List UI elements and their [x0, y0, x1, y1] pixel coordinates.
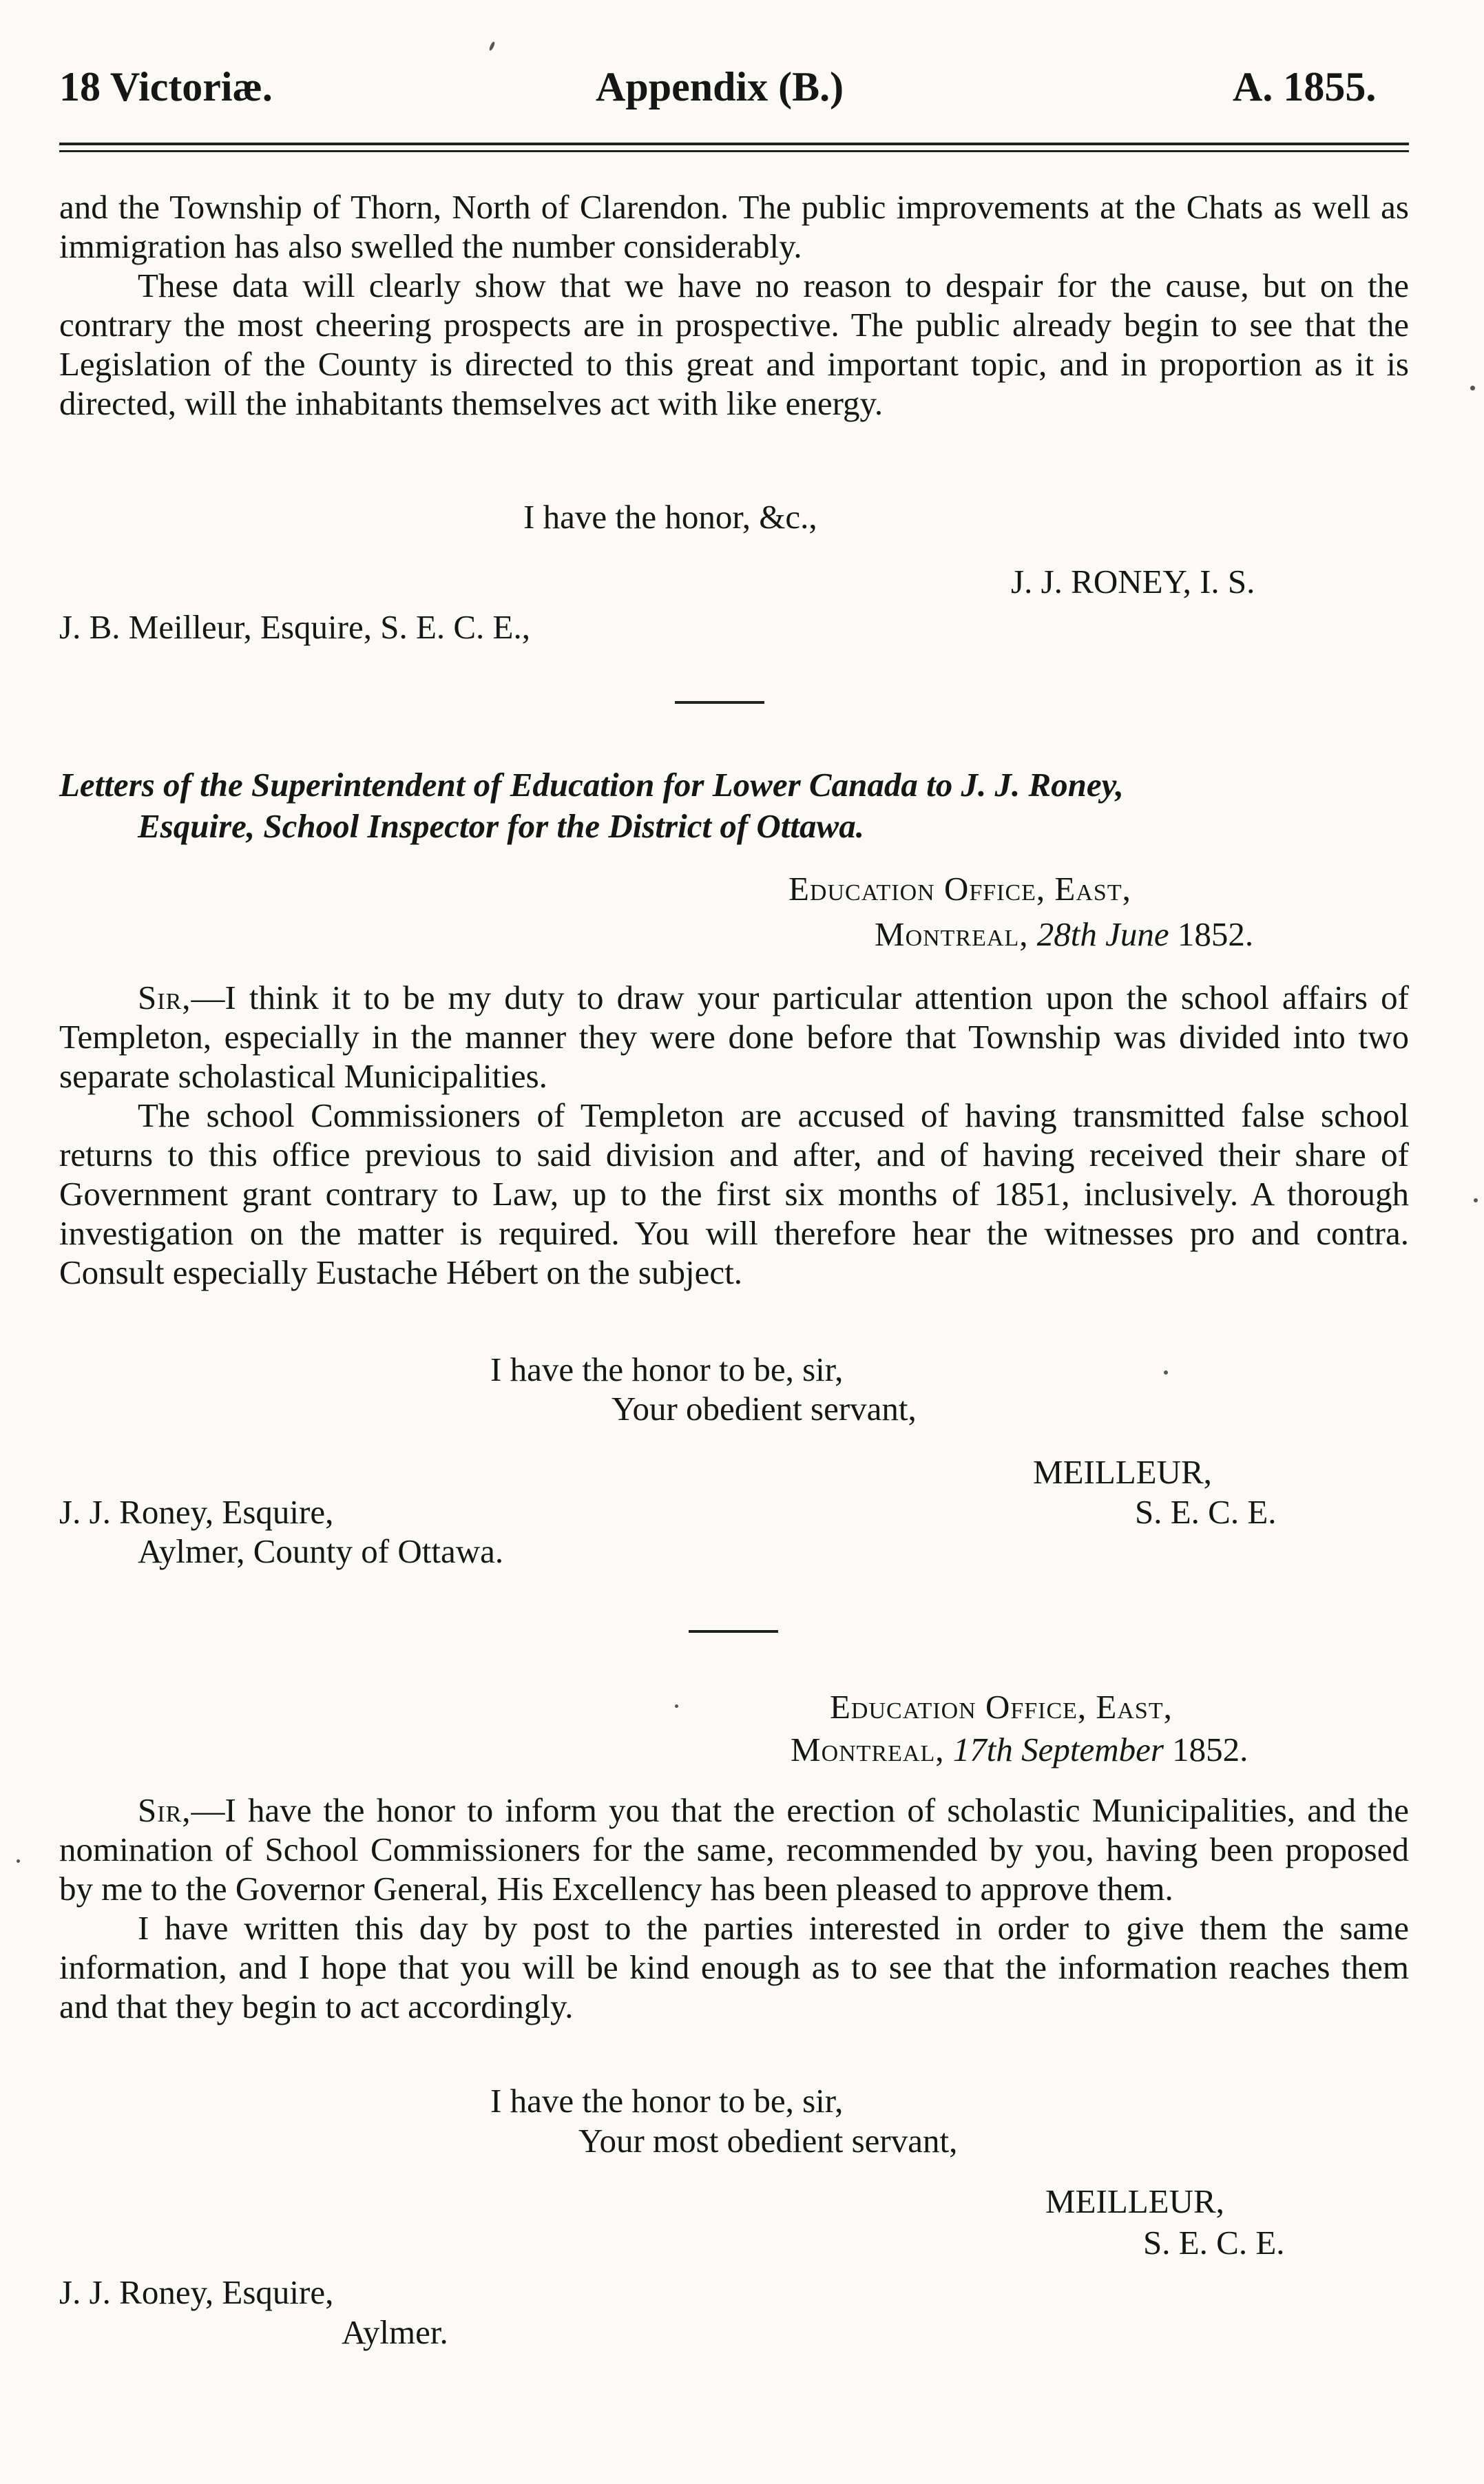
- addressee: J. B. Meilleur, Esquire, S. E. C. E.,: [59, 608, 530, 646]
- letter-date: 17th September: [952, 1731, 1164, 1768]
- header-appendix: Appendix (B.): [596, 64, 844, 109]
- addressee: J. J. Roney, Esquire,: [59, 2273, 334, 2311]
- print-speck: [1470, 386, 1475, 390]
- paragraph: [59, 1791, 1409, 1908]
- letter-office: Education Office, East,: [830, 1688, 1173, 1726]
- section-title-line: Letters of the Superintendent of Education for Lower Canada to J. J. Roney,: [59, 766, 1124, 804]
- letter-place: Montreal,: [791, 1731, 945, 1768]
- closing-phrase: I have the honor to be, sir,: [490, 1350, 844, 1388]
- letter-place: Montreal,: [875, 915, 1029, 953]
- paragraph: and the Township of Thorn, North of Clarendon. The public improvements at the Chats as well as immigration has also swelled the number considerably.: [59, 188, 1409, 265]
- letter-dateline: [791, 1730, 1248, 1769]
- signature-title: S. E. C. E.: [1135, 1493, 1277, 1531]
- letter-date: 28th June: [1036, 915, 1169, 953]
- signature: MEILLEUR,: [1045, 2182, 1224, 2220]
- section-divider: [675, 701, 764, 704]
- addressee-location: Aylmer.: [342, 2313, 448, 2351]
- signature: MEILLEUR,: [1033, 1453, 1212, 1491]
- report-continuation: [59, 187, 1409, 423]
- closing-phrase: I have the honor, &c.,: [523, 498, 817, 536]
- letter-body: [59, 978, 1409, 1292]
- closing-phrase: I have the honor to be, sir,: [490, 2082, 844, 2120]
- header-session: 18 Victoriæ.: [59, 64, 273, 109]
- paragraph: The school Commissioners of Templeton are accused of having transmitted false school returns to this office previous to said division and after, and of having received their share of Government grant contrary to Law, up to the first six months of 1851, inclusively. A thorough investigation on the matter is required. You will therefore hear the witnesses pro and contra. Consult especially Eustache Hébert on the subject.: [59, 1096, 1409, 1291]
- signature-title: S. E. C. E.: [1143, 2224, 1285, 2262]
- print-speck: [17, 1859, 20, 1863]
- paragraph-text: —I have the honor to inform you that the erection of scholastic Municipalities, and the nomination of School Commissioners for the same, recommended by you, having been proposed by me to the Governor General, His Excellency has been pleased to approve them.: [59, 1791, 1409, 1908]
- closing-phrase: Your most obedient servant,: [578, 2122, 958, 2160]
- paragraph: [59, 978, 1409, 1096]
- paragraph-text: —I think it to be my duty to draw your particular attention upon the school affairs of Templeton, especially in the manner they were done before that Township was divided into two separate scholastical Municipalities.: [59, 979, 1409, 1095]
- header-year: A. 1855.: [1233, 64, 1377, 109]
- letter-year: 1852.: [1177, 915, 1254, 953]
- salutation: Sir,: [138, 1791, 191, 1829]
- print-speck: [488, 41, 495, 52]
- paragraph: I have written this day by post to the parties interested in order to give them the same information, and I hope that you will be kind enough as to see that the information reaches them and that they begin to act accordingly.: [59, 1909, 1409, 2025]
- letter-body: [59, 1791, 1409, 2026]
- signature: J. J. RONEY, I. S.: [1011, 563, 1255, 601]
- addressee-location: Aylmer, County of Ottawa.: [138, 1532, 504, 1570]
- section-divider: [689, 1630, 778, 1633]
- letter-dateline: [875, 915, 1253, 954]
- paragraph: These data will clearly show that we have no reason to despair for the cause, but on the contrary the most cheering prospects are in prospective. The public already begin to see that the Legislation of the County is directed to this great and important topic, and in proportion as it is directed, will the inhabitants themselves act with like energy.: [59, 267, 1409, 422]
- letter-office: Education Office, East,: [788, 870, 1131, 908]
- print-speck: [675, 1704, 678, 1708]
- print-speck: [1474, 1198, 1478, 1202]
- header-rule-bottom: [59, 150, 1409, 152]
- closing-phrase: Your obedient servant,: [612, 1390, 917, 1428]
- addressee: J. J. Roney, Esquire,: [59, 1493, 334, 1531]
- print-speck: [1164, 1370, 1168, 1375]
- header-rule-top: [59, 143, 1409, 145]
- section-title-line: Esquire, School Inspector for the District of Ottawa.: [138, 807, 864, 845]
- letter-year: 1852.: [1172, 1731, 1248, 1768]
- section-title: [59, 764, 1423, 847]
- salutation: Sir,: [138, 979, 191, 1016]
